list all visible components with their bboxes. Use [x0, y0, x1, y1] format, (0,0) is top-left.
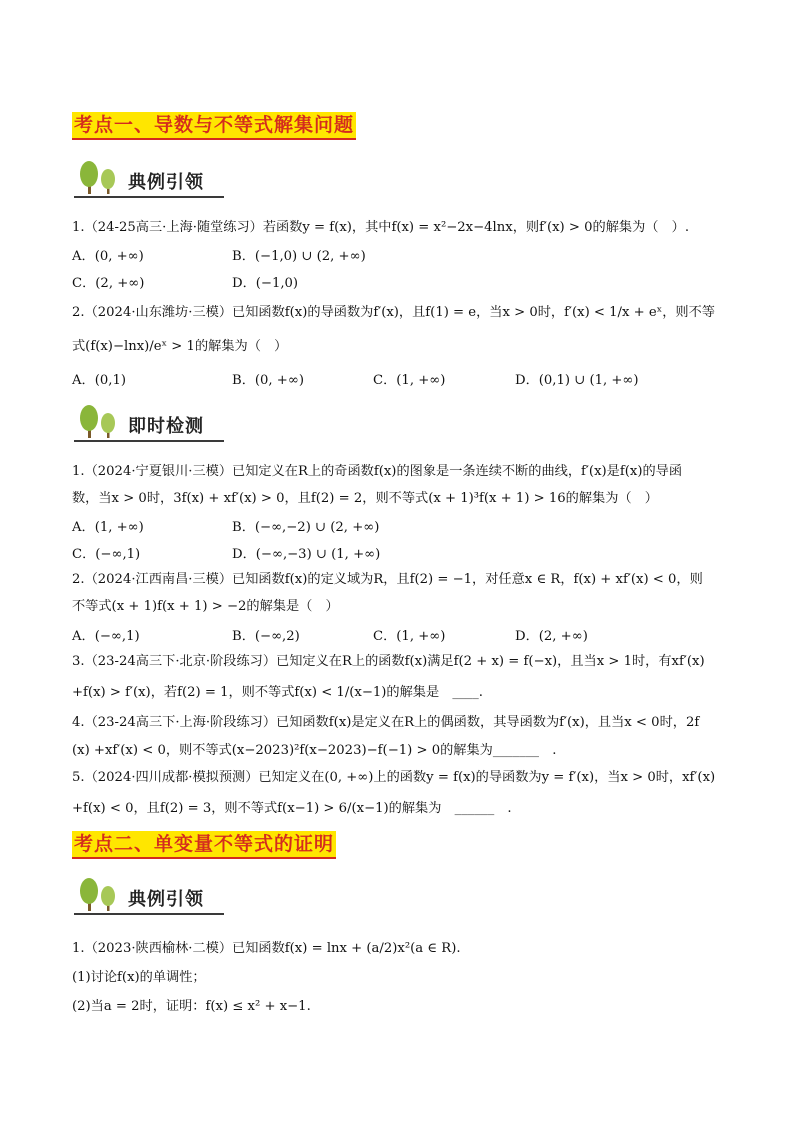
option-d: D．(0,1) ∪ (1, +∞) [515, 373, 639, 388]
option-a: A．(−∞,1) [72, 629, 140, 644]
question-stem-cont: 式(f(x)−lnx)/eˣ > 1的解集为（ ） [72, 339, 288, 354]
question-stem: 2.（2024·山东潍坊·三模）已知函数f(x)的导函数为f′(x)，且f(1) = e，当x > 0时，f′(x) < 1/x + eˣ，则不等 [72, 305, 715, 320]
option-d: D．(2, +∞) [515, 629, 588, 644]
option-c: C．(1, +∞) [373, 373, 446, 388]
question-stem: 1.（2024·宁夏银川·三模）已知定义在R上的奇函数f(x)的图象是一条连续不断的曲线，f′(x)是f(x)的导函 [72, 464, 683, 479]
banner-rule [74, 440, 224, 442]
section-title-2: 考点二、单变量不等式的证明 [72, 831, 336, 859]
question-stem-cont: +f(x) < 0，且f(2) = 3，则不等式f(x−1) > 6/(x−1)的解集为 ______ . [72, 801, 512, 816]
question-stem-cont: 数，当x > 0时，3f(x) + xf′(x) > 0，且f(2) = 2，则不等式(x + 1)³f(x + 1) > 16的解集为（ ） [72, 491, 658, 506]
question-stem-cont: +f(x) > f′(x)，若f(2) = 1，则不等式f(x) < 1/(x−1)的解集是 ____. [72, 685, 483, 700]
option-a: A．(0, +∞) [72, 249, 144, 264]
question-stem: 3.（23-24高三下·北京·阶段练习）已知定义在R上的函数f(x)满足f(2 + x) = f(−x)，且当x > 1时，有xf′(x) [72, 654, 705, 669]
option-b: B．(−∞,−2) ∪ (2, +∞) [232, 520, 380, 535]
question-part-1: (1)讨论f(x)的单调性； [72, 970, 206, 985]
option-c: C．(1, +∞) [373, 629, 446, 644]
banner-rule [74, 913, 224, 915]
question-stem: 1.（24-25高三·上海·随堂练习）若函数y = f(x)，其中f(x) = x²−2x−4lnx，则f′(x) > 0的解集为（ ）. [72, 220, 690, 235]
option-b: B．(0, +∞) [232, 373, 304, 388]
option-b: B．(−∞,2) [232, 629, 300, 644]
option-c: C．(−∞,1) [72, 547, 141, 562]
option-d: D．(−1,0) [232, 276, 299, 291]
question-part-2: (2)当a = 2时，证明：f(x) ≤ x² + x−1. [72, 999, 311, 1014]
option-b: B．(−1,0) ∪ (2, +∞) [232, 249, 366, 264]
question-stem: 2.（2024·江西南昌·三模）已知函数f(x)的定义域为R，且f(2) = −1，对任意x ∈ R，f(x) + xf′(x) < 0，则 [72, 572, 703, 587]
tree-icon [74, 404, 124, 440]
banner-rule [74, 196, 224, 198]
question-stem-cont: 不等式(x + 1)f(x + 1) > −2的解集是（ ） [72, 599, 339, 614]
banner-label: 典例引领 [128, 889, 204, 910]
banner-label: 典例引领 [128, 172, 204, 193]
banner-check [74, 404, 224, 444]
banner-example-2 [74, 877, 224, 917]
option-c: C．(2, +∞) [72, 276, 145, 291]
option-d: D．(−∞,−3) ∪ (1, +∞) [232, 547, 381, 562]
section-title-1: 考点一、导数与不等式解集问题 [72, 112, 356, 140]
option-a: A．(1, +∞) [72, 520, 144, 535]
option-a: A．(0,1) [72, 373, 126, 388]
question-stem: 5.（2024·四川成都·模拟预测）已知定义在(0, +∞)上的函数y = f(x)的导函数为y = f′(x)，当x > 0时，xf′(x) [72, 770, 716, 785]
question-stem: 4.（23-24高三下·上海·阶段练习）已知函数f(x)是定义在R上的偶函数，其导函数为f′(x)，且当x < 0时，2f [72, 715, 700, 730]
question-stem-cont: (x) +xf′(x) < 0，则不等式(x−2023)²f(x−2023)−f(−1) > 0的解集为_______ . [72, 743, 557, 758]
tree-icon [74, 160, 124, 196]
banner-label: 即时检测 [128, 416, 204, 437]
tree-icon [74, 877, 124, 913]
banner-example-1 [74, 160, 224, 200]
question-stem: 1.（2023·陕西榆林·二模）已知函数f(x) = lnx + (a/2)x²(a ∈ R). [72, 941, 461, 956]
